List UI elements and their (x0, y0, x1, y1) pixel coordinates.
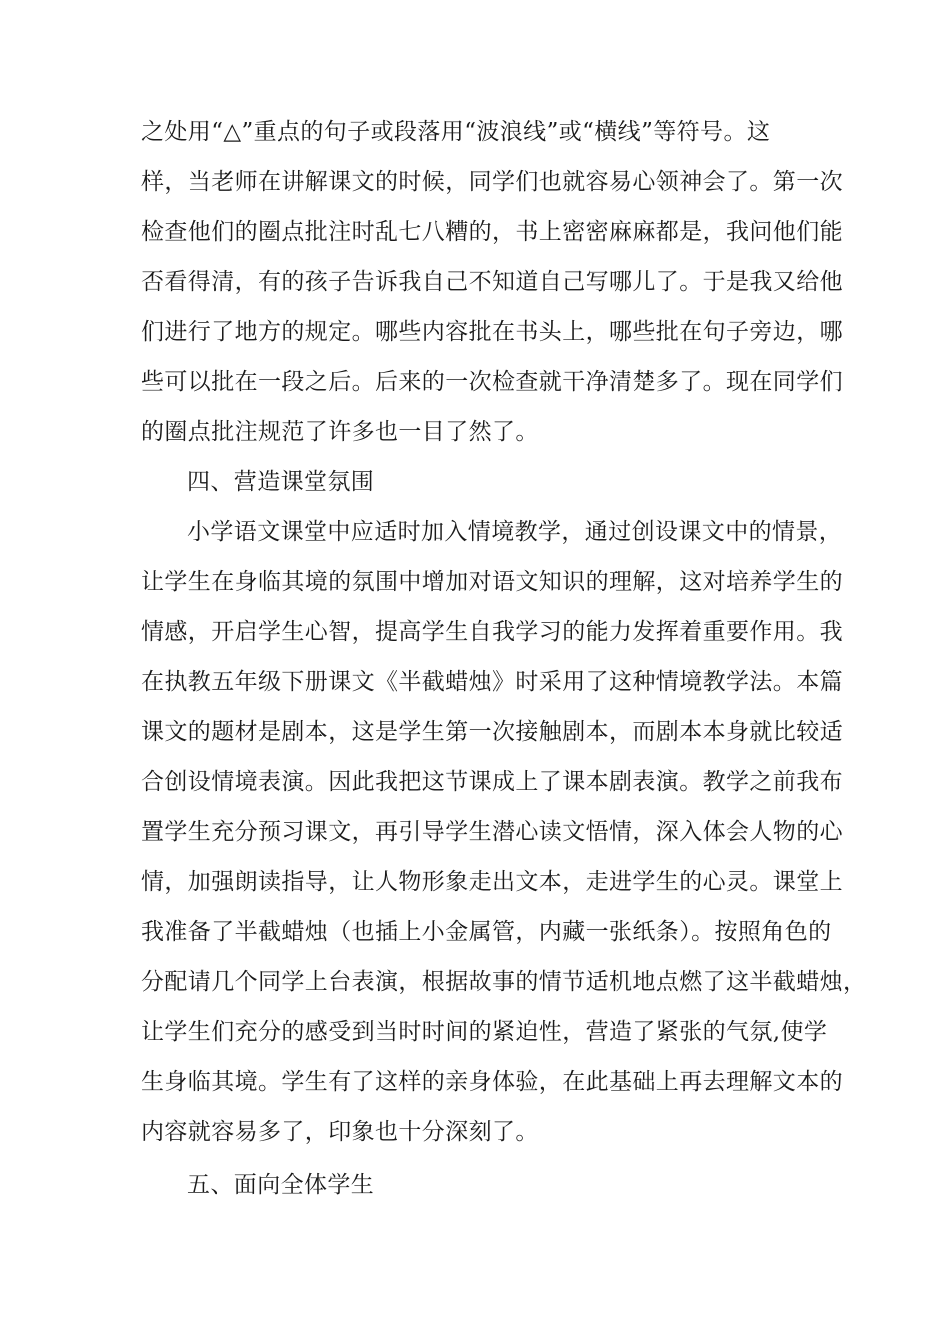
section-heading: 四、营造课堂氛围 (187, 469, 375, 495)
paragraph-line: 内容就容易多了，印象也十分深刻了。 (141, 1119, 539, 1145)
paragraph-line: 否看得清，有的孩子告诉我自己不知道自己写哪儿了。于是我又给他 (141, 269, 843, 295)
paragraph-line: 置学生充分预习课文，再引导学生潜心读文悟情，深入体会人物的心 (141, 819, 843, 845)
paragraph-line: 些可以批在一段之后。后来的一次检查就干净清楚多了。现在同学们 (141, 369, 843, 395)
paragraph-line: 让学生们充分的感受到当时时间的紧迫性，营造了紧张的气氛,使学 (141, 1019, 828, 1045)
paragraph-line: 之处用“△”重点的句子或段落用“波浪线”或“横线”等符号。这 (141, 119, 771, 145)
paragraph-line: 我准备了半截蜡烛（也插上小金属管，内藏一张纸条）。按照角色的 (141, 919, 832, 945)
paragraph-line: 在执教五年级下册课文《半截蜡烛》时采用了这种情境教学法。本篇 (141, 669, 843, 695)
paragraph-line: 们进行了地方的规定。哪些内容批在书头上，哪些批在句子旁边，哪 (141, 319, 843, 345)
paragraph-line: 课文的题材是剧本，这是学生第一次接触剧本，而剧本本身就比较适 (141, 719, 843, 745)
paragraph-line: 样，当老师在讲解课文的时候，同学们也就容易心领神会了。第一次 (141, 169, 843, 195)
paragraph-line: 情感，开启学生心智，提高学生自我学习的能力发挥着重要作用。我 (141, 619, 843, 645)
paragraph-line: 让学生在身临其境的氛围中增加对语文知识的理解，这对培养学生的 (141, 569, 843, 595)
paragraph-line: 的圈点批注规范了许多也一目了然了。 (141, 419, 539, 445)
paragraph-line: 合创设情境表演。因此我把这节课成上了课本剧表演。教学之前我布 (141, 769, 843, 795)
paragraph-line: 分配请几个同学上台表演，根据故事的情节适机地点燃了这半截蜡烛， (141, 969, 867, 995)
paragraph-line: 情，加强朗读指导，让人物形象走出文本，走进学生的心灵。课堂上 (141, 869, 843, 895)
paragraph-line: 检查他们的圈点批注时乱七八糟的，书上密密麻麻都是，我问他们能 (141, 219, 843, 245)
paragraph-line: 小学语文课堂中应适时加入情境教学，通过创设课文中的情景， (187, 519, 843, 545)
paragraph-line: 生身临其境。学生有了这样的亲身体验，在此基础上再去理解文本的 (141, 1069, 843, 1095)
section-heading: 五、面向全体学生 (187, 1172, 375, 1198)
